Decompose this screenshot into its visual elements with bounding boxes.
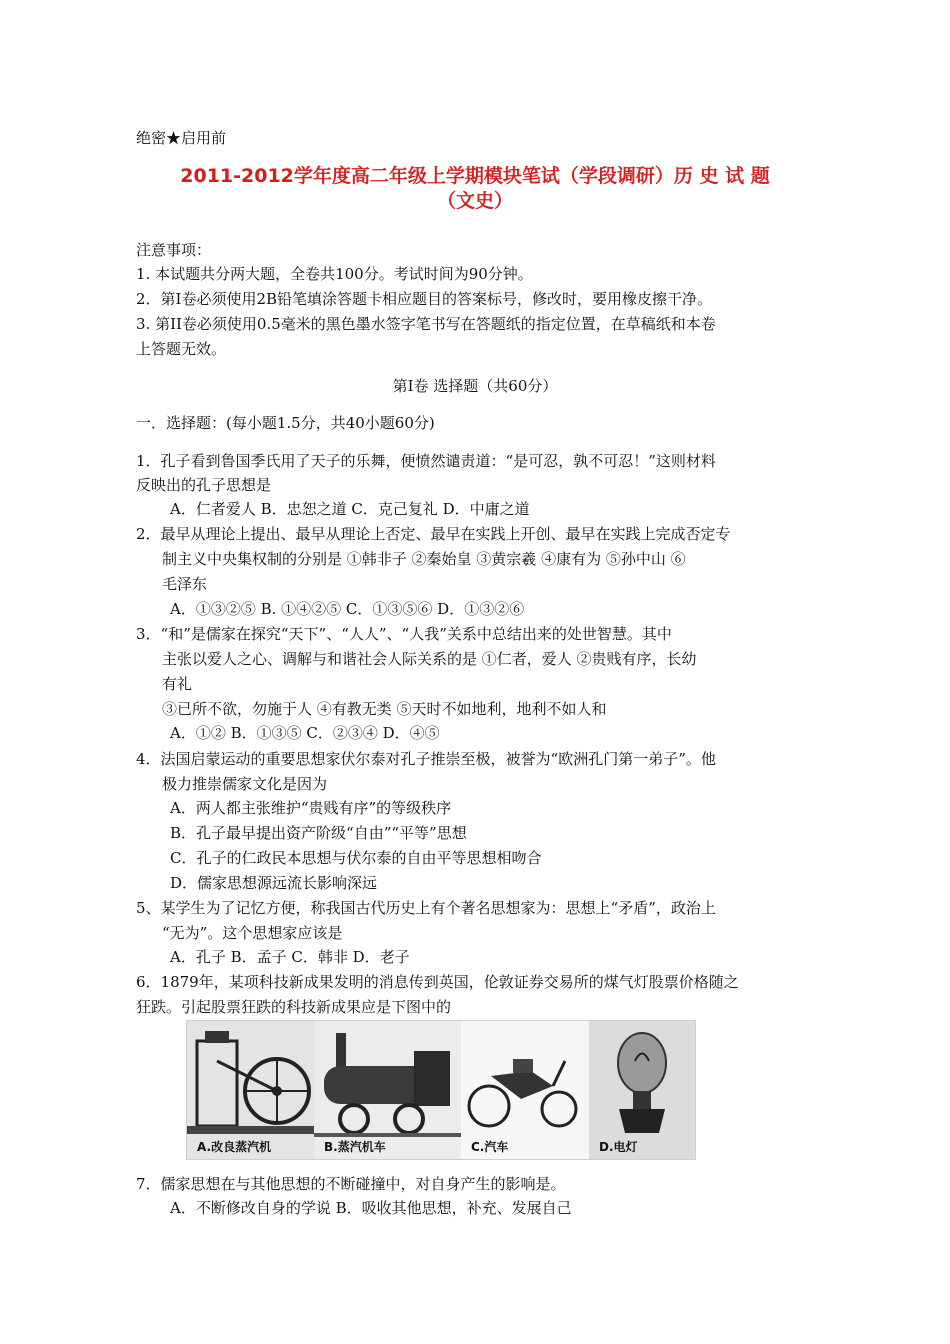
part-heading: 一．选择题：(每小题1.5分，共40小题60分) xyxy=(136,414,435,432)
question-5: 5、某学生为了记忆方便，称我国古代历史上有个著名思想家为：思想上“矛盾”，政治上 xyxy=(136,899,716,917)
question-2-options: A．①③②⑤ B. ①④②⑤ C．①③⑤⑥ D．①③②⑥ xyxy=(170,600,525,618)
figure-panel-locomotive xyxy=(314,1021,461,1159)
caption-a: A.改良蒸汽机 xyxy=(197,1140,272,1154)
question-4-cont: 极力推崇儒家文化是因为 xyxy=(162,775,328,793)
question-1-cont: 反映出的孔子思想是 xyxy=(136,476,272,494)
exam-subtitle: （文史） xyxy=(436,190,513,212)
figure-panel-automobile xyxy=(461,1021,589,1159)
notice-heading: 注意事项： xyxy=(136,241,212,259)
question-3-options: A．①② B．①③⑤ C．②③④ D．④⑤ xyxy=(170,724,440,742)
classified-label: 绝密★启用前 xyxy=(136,129,227,147)
question-5-cont: “无为”。这个思想家应该是 xyxy=(162,924,343,942)
notice-item-3-cont: 上答题无效。 xyxy=(136,340,227,358)
caption-b: B.蒸汽机车 xyxy=(324,1140,386,1154)
notice-item-3: 3. 第II卷必须使用0.5毫米的黑色墨水签字笔书写在答题纸的指定位置，在草稿纸和本卷 xyxy=(136,315,716,333)
notice-item-1: 1. 本试题共分两大题，全卷共100分。考试时间为90分钟。 xyxy=(136,265,533,283)
question-1-options: A．仁者爱人 B．忠恕之道 C．克己复礼 D．中庸之道 xyxy=(170,500,530,518)
question-7: 7．儒家思想在与其他思想的不断碰撞中，对自身产生的影响是。 xyxy=(136,1175,566,1193)
question-2: 2．最早从理论上提出、最早从理论上否定、最早在实践上开创、最早在实践上完成否定专 xyxy=(136,525,731,543)
question-4-option-c: C．孔子的仁政民本思想与伏尔泰的自由平等思想相吻合 xyxy=(170,849,542,867)
caption-d: D.电灯 xyxy=(599,1140,638,1154)
section-title: 第Ⅰ卷 选择题（共60分） xyxy=(392,377,558,395)
question-3-cont: 主张以爱人之心、调解与和谐社会人际关系的是 ①仁者，爱人 ②贵贱有序，长幼 xyxy=(162,650,697,668)
figure-panel-light-bulb xyxy=(589,1021,695,1159)
question-7-options: A．不断修改自身的学说 B．吸收其他思想，补充、发展自己 xyxy=(170,1199,572,1217)
notice-item-2: 2．第I卷必须使用2B铅笔填涂答题卡相应题目的答案标号，修改时，要用橡皮擦干净。 xyxy=(136,290,713,308)
question-3: 3．“和”是儒家在探究“天下”、“人人”、“人我”关系中总结出来的处世智慧。其中 xyxy=(136,625,672,643)
question-4-option-d: D．儒家思想源远流长影响深远 xyxy=(170,874,378,892)
caption-c: C.汽车 xyxy=(471,1140,509,1154)
inventions-figure xyxy=(186,1020,696,1160)
question-5-options: A．孔子 B．孟子 C．韩非 D．老子 xyxy=(170,948,410,966)
question-2-cont2: 毛泽东 xyxy=(162,575,208,593)
question-3-cont2: 有礼 xyxy=(162,675,193,693)
question-6-cont: 狂跌。引起股票狂跌的科技新成果应是下图中的 xyxy=(136,998,452,1016)
question-4-option-a: A．两人都主张维护“贵贱有序”的等级秩序 xyxy=(170,799,452,817)
question-3-items: ③已所不欲，勿施于人 ④有教无类 ⑤天时不如地利，地利不如人和 xyxy=(162,700,607,718)
question-1: 1．孔子看到鲁国季氏用了天子的乐舞，便愤然谴责道：“是可忍，孰不可忍！”这则材料 xyxy=(136,452,716,470)
question-4-option-b: B．孔子最早提出资产阶级“自由”“平等”思想 xyxy=(170,824,467,842)
question-2-cont: 制主义中央集权制的分别是 ①韩非子 ②秦始皇 ③黄宗羲 ④康有为 ⑤孙中山 ⑥ xyxy=(162,550,686,568)
question-4: 4．法国启蒙运动的重要思想家伏尔泰对孔子推崇至极，被誉为“欧洲孔门第一弟子”。他 xyxy=(136,750,716,768)
question-6: 6．1879年，某项科技新成果发明的消息传到英国，伦敦证券交易所的煤气灯股票价格随之 xyxy=(136,973,739,991)
figure-panel-steam-engine xyxy=(187,1021,314,1159)
exam-title: 2011-2012学年度高二年级上学期模块笔试（学段调研）历 史 试 题 xyxy=(180,165,770,187)
